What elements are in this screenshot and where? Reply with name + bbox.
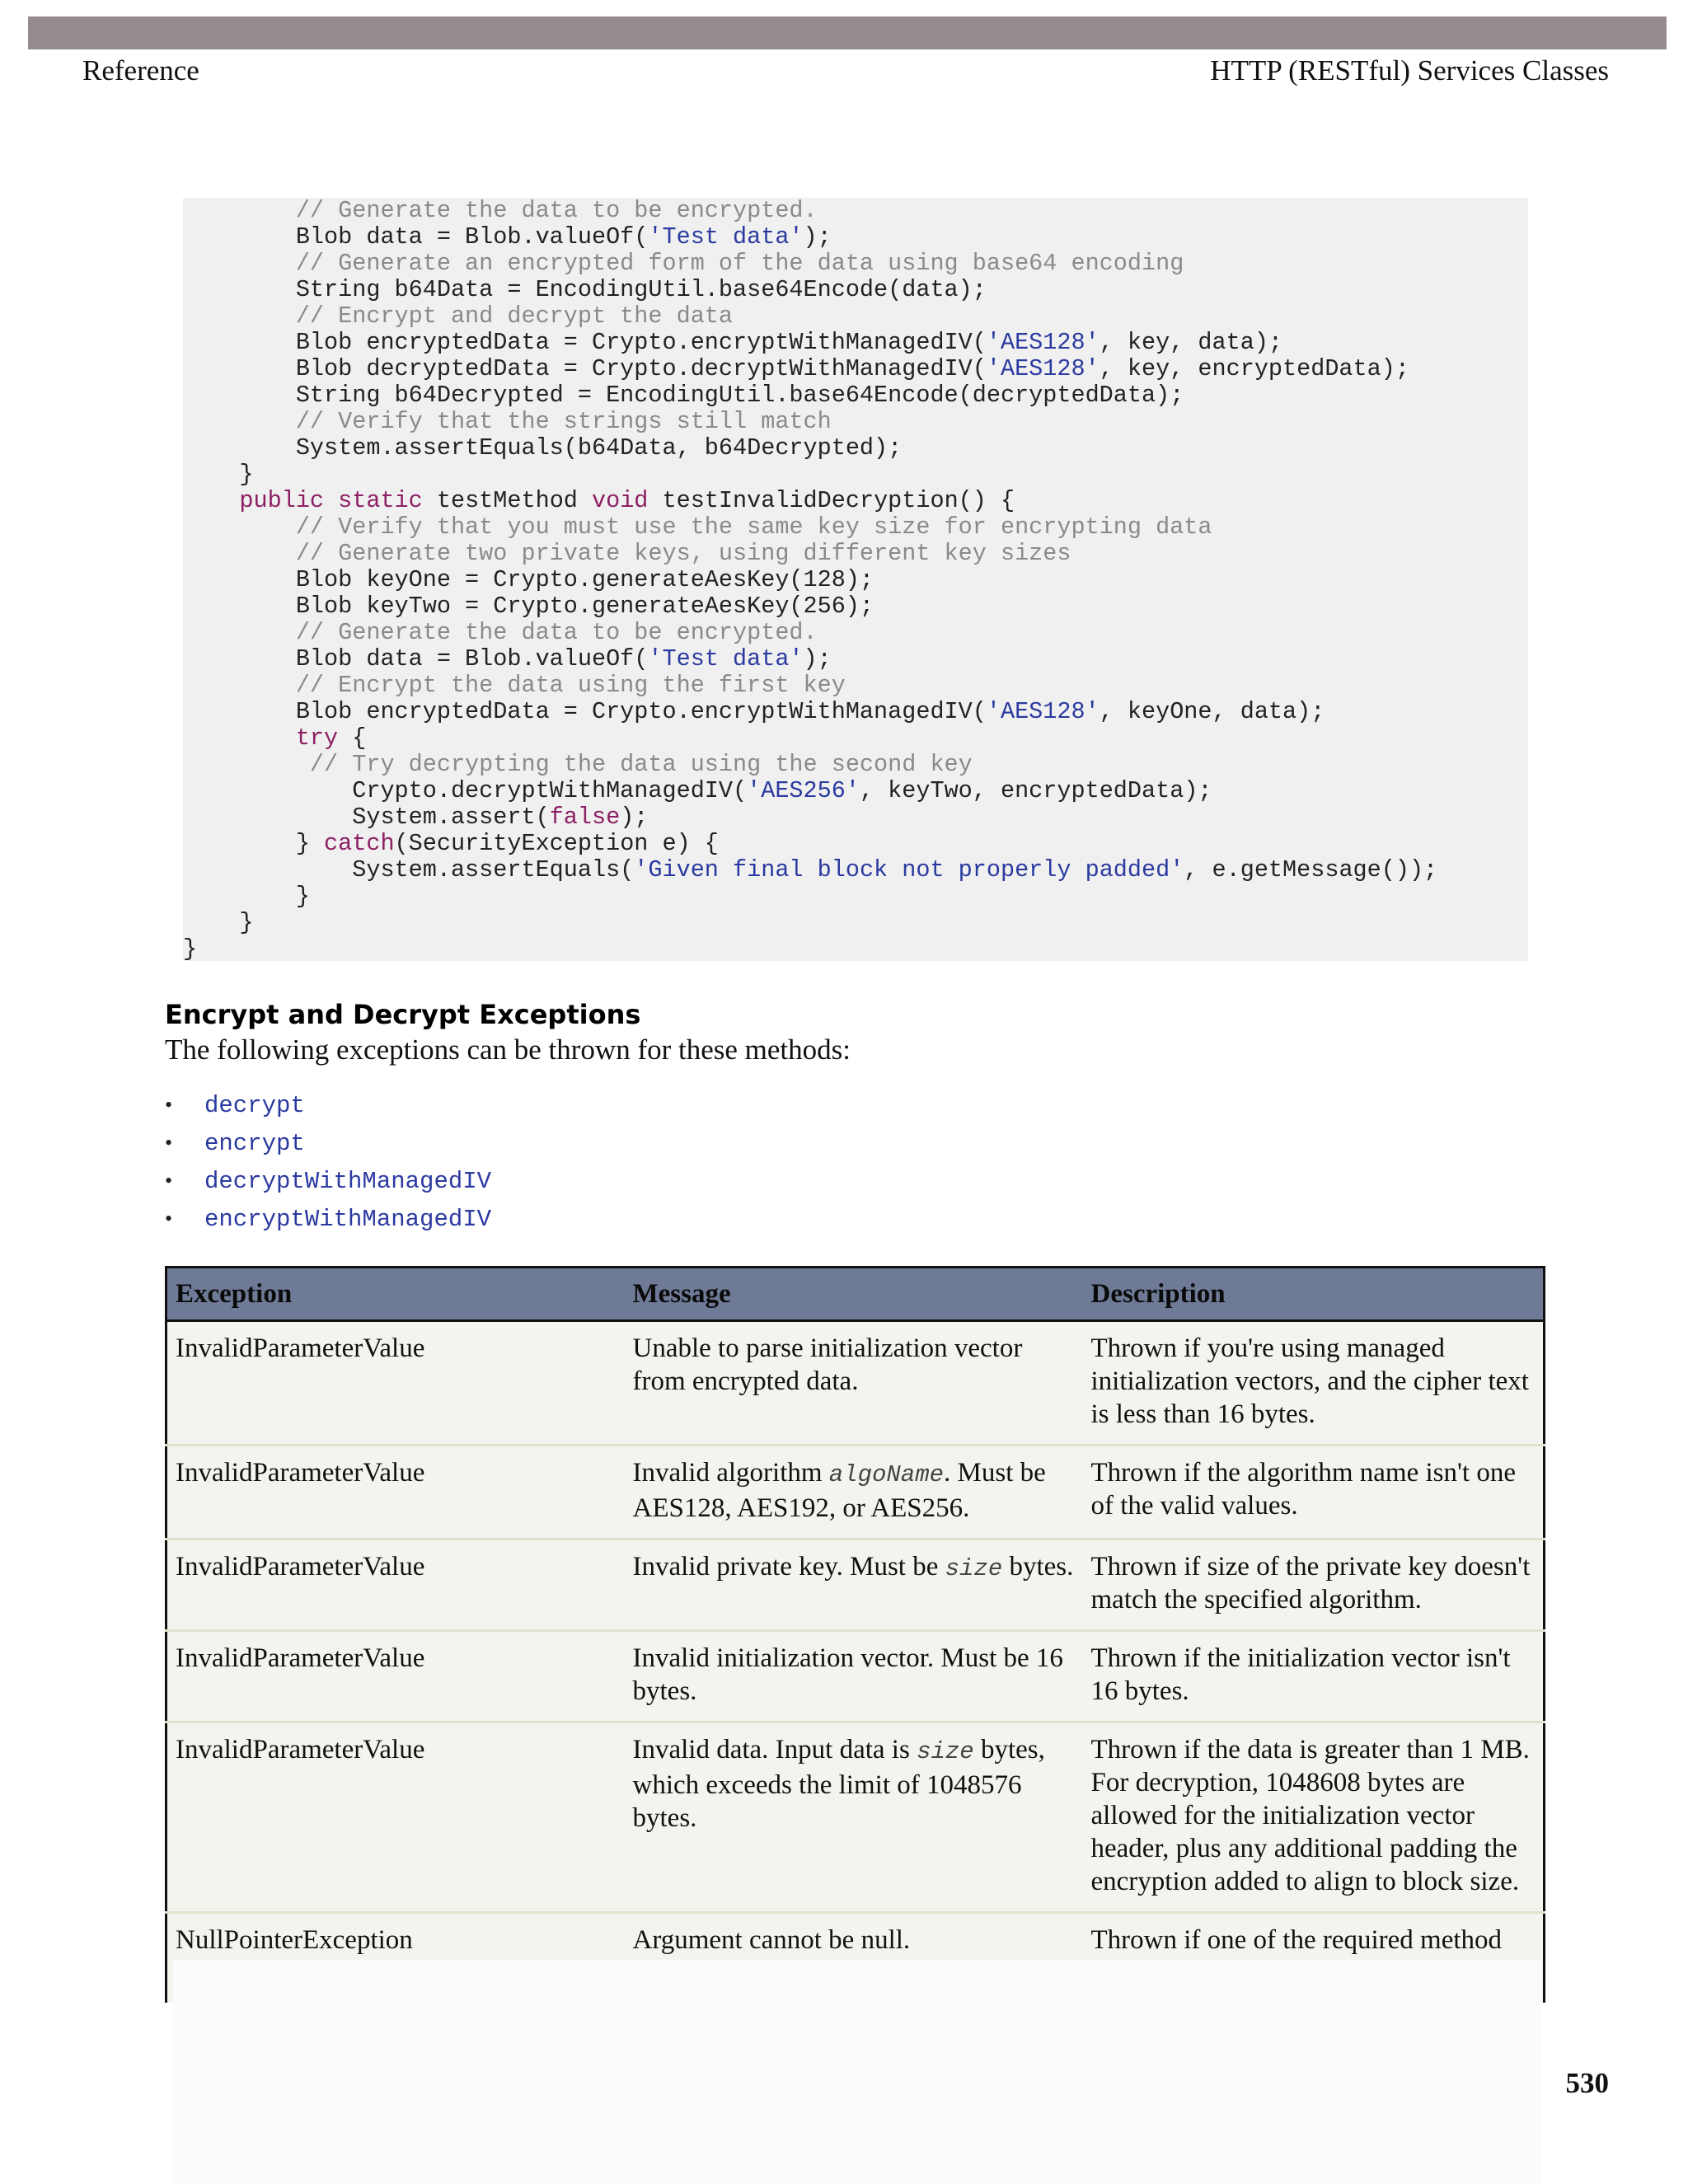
code-line [183,382,1528,409]
message-text: Unable to parse initialization vector from encrypted data. [632,1333,1023,1396]
code-token-plain: } [183,830,325,857]
cell-exception: InvalidParameterValue [166,1321,625,1446]
code-placeholder: size [917,1738,974,1765]
code-line [183,804,1528,831]
table-row [166,1631,1545,1722]
cell-exception: InvalidParameterValue [166,1722,625,1913]
code-line [183,488,1528,514]
code-token-plain: String b64Data = EncodingUtil.base64Encode(data); [183,276,987,303]
bullet-icon: • [165,1169,173,1193]
cell-exception: InvalidParameterValue [166,1631,625,1722]
message-text: Invalid data. Input data is [632,1735,917,1765]
code-token-plain: Blob encryptedData = Crypto.encryptWithManagedIV( [183,698,987,725]
header-message: Message [625,1268,1083,1321]
code-placeholder: size [945,1555,1003,1582]
code-token-plain: System.assert( [183,804,550,831]
table-row [166,1722,1545,1913]
code-line [183,883,1528,910]
code-line [183,593,1528,620]
header-bar [28,16,1667,49]
code-line [183,224,1528,251]
code-token-plain: , key, encryptedData); [1099,355,1409,382]
code-line [183,725,1528,752]
code-token-plain: Blob data = Blob.valueOf( [183,645,649,673]
cell-exception: NullPointerException [166,1913,625,2004]
code-token-plain: Blob decryptedData = Crypto.decryptWithManagedIV( [183,355,987,382]
method-link[interactable]: encryptWithManagedIV [204,1205,492,1233]
code-line [183,699,1528,725]
page-number: 530 [1565,2067,1609,2099]
code-token-keyword: try [295,724,339,752]
code-token-comment: // Generate two private keys, using different key sizes [183,540,1071,567]
message-text: bytes, which exceeds the limit of 1048576 bytes. [632,1735,1045,1833]
code-token-plain: Blob keyOne = Crypto.generateAesKey(128); [183,566,874,593]
code-token-comment: // Verify that the strings still match [183,408,832,435]
code-line [183,752,1528,778]
bullet-icon: • [165,1207,173,1230]
message-text: Invalid initialization vector. Must be 16 bytes. [632,1643,1063,1706]
code-token-plain: System.assertEquals( [183,856,635,883]
cell-message [625,1722,1083,1913]
code-token-plain: } [183,935,198,961]
code-token-plain: } [183,909,254,936]
code-line [183,356,1528,382]
message-text: Invalid algorithm [632,1458,829,1488]
code-token-keyword: public static [239,487,423,514]
table-body [166,1321,1545,2004]
cell-description: Thrown if you're using managed initialization vectors, and the cipher text is less than 16 bytes. [1083,1321,1545,1446]
code-token-string: 'Test data' [648,645,804,673]
code-token-plain: testMethod [422,487,592,514]
exceptions-table [165,1266,1545,2003]
table-row [166,1540,1545,1631]
code-token-plain: Blob keyTwo = Crypto.generateAesKey(256); [183,593,874,620]
code-line [183,910,1528,936]
code-line [183,303,1528,330]
code-token-plain: ); [803,645,832,673]
code-token-comment: // Try decrypting the data using the second key [183,751,973,778]
cell-message [625,1446,1083,1540]
code-token-plain: String b64Decrypted = EncodingUtil.base64Encode(decryptedData); [183,382,1184,409]
code-token-plain: , keyTwo, encryptedData); [859,777,1212,804]
code-token-plain: Blob data = Blob.valueOf( [183,223,649,251]
method-list [165,1086,491,1238]
code-token-comment: // Encrypt the data using the first key [183,672,846,699]
cell-description: Thrown if the initialization vector isn't 16 bytes. [1083,1631,1545,1722]
code-line [183,620,1528,646]
code-token-comment: // Generate the data to be encrypted. [183,198,818,224]
code-line [183,541,1528,567]
bullet-icon: • [165,1093,173,1117]
page-bottom-area [173,1960,1541,2184]
code-token-string: 'AES128' [986,355,1100,382]
code-line [183,673,1528,699]
cell-description: Thrown if the data is greater than 1 MB. For decryption, 1048608 bytes are allowed for the initialization vector header, plus any additional padding the encryption added to align to block size. [1083,1722,1545,1913]
code-token-string: 'Given final block not properly padded' [634,856,1184,883]
code-sample [183,198,1528,961]
code-token-plain: testInvalidDecryption() { [648,487,1015,514]
message-text: Invalid private key. Must be [632,1552,945,1582]
code-token-comment: // Generate the data to be encrypted. [183,619,818,646]
cell-message [625,1540,1083,1631]
code-token-comment: // Verify that you must use the same key size for encrypting data [183,513,1212,541]
cell-exception: InvalidParameterValue [166,1540,625,1631]
method-link[interactable]: decryptWithManagedIV [204,1167,492,1195]
code-line [183,277,1528,303]
code-token-comment: // Generate an encrypted form of the data using base64 encoding [183,250,1184,277]
code-line [183,251,1528,277]
code-line [183,514,1528,541]
code-token-plain: } [183,461,254,488]
code-token-plain: } [183,883,310,910]
table-row [166,1446,1545,1540]
code-token-plain: , keyOne, data); [1099,698,1325,725]
code-token-string: 'AES128' [986,329,1100,356]
cell-description: Thrown if the algorithm name isn't one of the valid values. [1083,1446,1545,1540]
code-token-plain: { [338,724,367,752]
code-token-string: 'AES128' [986,698,1100,725]
code-line [183,435,1528,462]
code-line [183,778,1528,804]
list-item [165,1162,491,1200]
header-section-label: Reference [82,54,199,87]
list-item [165,1124,491,1162]
code-line [183,831,1528,857]
message-text: . Must be AES128, AES192, or AES256. [632,1458,1046,1523]
code-token-keyword: void [592,487,649,514]
cell-description: Thrown if size of the private key doesn't match the specified algorithm. [1083,1540,1545,1631]
code-placeholder: algoName [828,1461,945,1488]
method-link[interactable]: decrypt [204,1091,305,1119]
code-token-plain: System.assertEquals(b64Data, b64Decrypted); [183,434,903,462]
header-description: Description [1083,1268,1545,1321]
exceptions-table-wrapper [165,1266,1543,2003]
method-link[interactable]: encrypt [204,1129,305,1157]
code-token-string: 'AES256' [747,777,860,804]
code-token-plain: , key, data); [1099,329,1283,356]
code-line [183,857,1528,883]
code-line [183,936,1528,961]
code-token-string: 'Test data' [648,223,804,251]
code-token-keyword: catch [324,830,395,857]
table-row [166,1321,1545,1446]
section-title: Encrypt and Decrypt Exceptions [165,999,641,1030]
code-token-plain: , e.getMessage()); [1184,856,1438,883]
cell-message [625,1321,1083,1446]
section-intro: The following exceptions can be thrown for these methods: [165,1033,851,1066]
code-line [183,462,1528,488]
message-text: bytes. [1002,1552,1074,1582]
table-header-row [166,1268,1545,1321]
list-item [165,1200,491,1238]
code-token-comment: // Encrypt and decrypt the data [183,302,734,330]
code-line [183,198,1528,224]
code-token-keyword: false [549,804,621,831]
code-token-plain: (SecurityException e) { [394,830,719,857]
bullet-icon: • [165,1131,173,1155]
cell-description: Thrown if one of the required method [1083,1913,1545,2004]
code-line [183,330,1528,356]
code-token-plain: Crypto.decryptWithManagedIV( [183,777,748,804]
code-token-plain [183,724,296,752]
code-token-plain: Blob encryptedData = Crypto.encryptWithManagedIV( [183,329,987,356]
code-token-plain: ); [803,223,832,251]
cell-message [625,1631,1083,1722]
header-exception: Exception [166,1268,625,1321]
list-item [165,1086,491,1124]
code-token-plain: ); [620,804,649,831]
code-line [183,646,1528,673]
code-token-plain [183,487,239,514]
code-line [183,567,1528,593]
cell-exception: InvalidParameterValue [166,1446,625,1540]
code-line [183,409,1528,435]
header-chapter-title: HTTP (RESTful) Services Classes [1210,54,1609,87]
message-text: Argument cannot be null. [632,1925,911,1955]
